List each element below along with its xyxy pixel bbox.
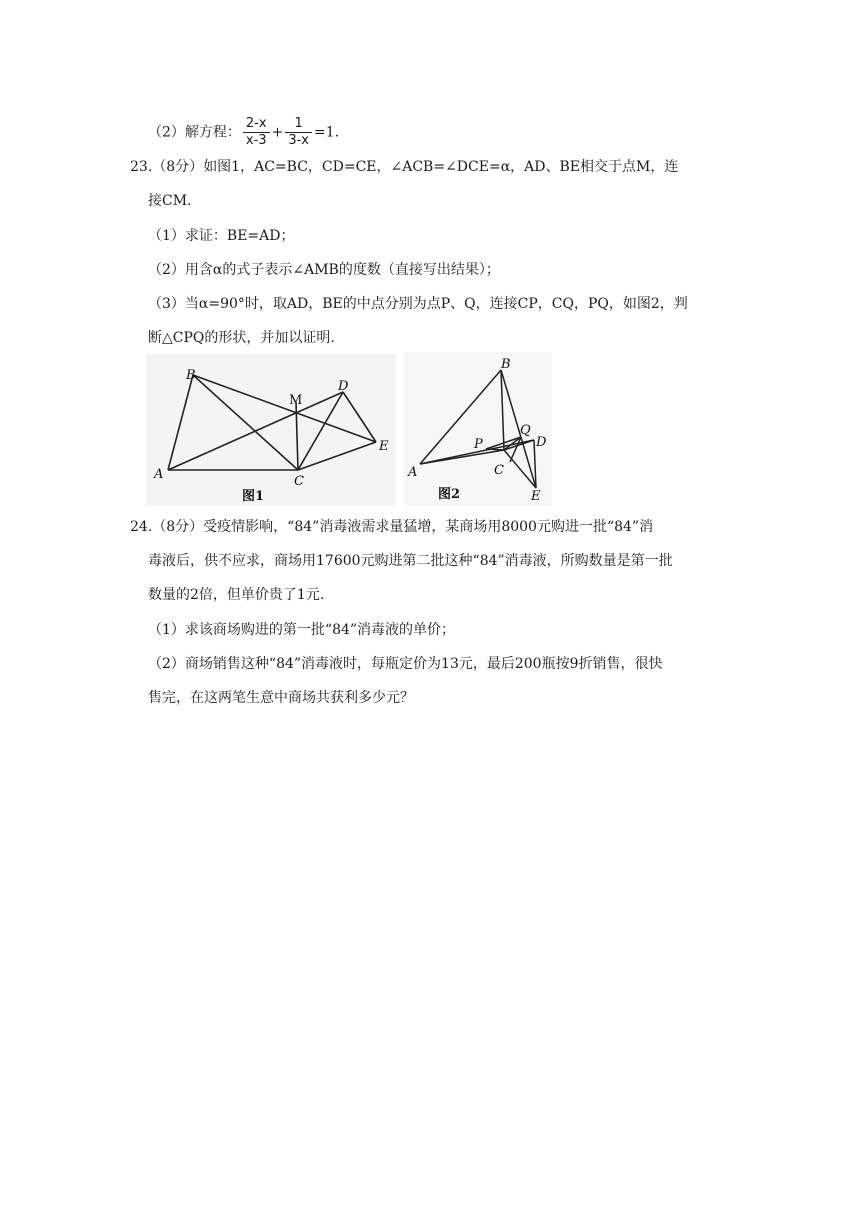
q24-stem-line1: 受疫情影响，“84”消毒液需求量猛增，某商场用8000元购进一批“84”消 [203,519,654,535]
label-e: E [531,489,541,504]
label-c: C [494,463,504,478]
fraction-2-numerator: 1 [294,116,303,131]
label-q: Q [520,423,531,438]
q24-part1: （1）求该商场购进的第一批“84”消毒液的单价； [148,622,456,638]
q24-line1 [130,518,653,536]
label-e: E [379,439,389,454]
q23-part1: （1）求证：BE=AD； [148,228,295,244]
q23-part2: （2）用含α的式子表示∠AMB的度数（直接写出结果）； [148,262,500,278]
q24-number: 24. [130,519,153,535]
fraction-1-numerator: 2-x [245,116,267,131]
label-d: D [536,435,547,450]
label-a: A [154,467,164,482]
label-b: B [501,357,511,372]
fraction-1 [243,116,270,149]
q23-score: （8分） [152,159,204,175]
label-b: B [186,368,196,383]
label-d: D [338,379,349,394]
fraction-1-denominator: x-3 [245,133,267,148]
q23-part3-line2: 断△CPQ的形状，并加以证明. [148,330,335,346]
q23-stem-line2: 接CM. [148,193,192,209]
q22-part2-suffix: =1. [313,124,340,141]
figure-1 [146,354,396,506]
q24-part2-line1: （2）商场销售这种“84”消毒液时，每瓶定价为13元，最后200瓶按9折销售，很快 [148,656,663,672]
q22-part2-prefix: （2）解方程： [148,124,241,141]
figure-2-caption: 图2 [438,487,461,502]
figure-2 [404,352,552,506]
label-p: P [474,437,483,452]
fraction-2 [285,116,312,149]
plus-sign: + [271,124,284,141]
fraction-2-denominator: 3-x [288,133,309,148]
q24-stem-line2: 毒液后，供不应求，商场用17600元购进第二批这种“84”消毒液，所购数量是第一批 [148,553,673,569]
q24-stem-line3: 数量的2倍，但单价贵了1元. [148,587,325,603]
q23-line1 [130,158,678,176]
q24-part2-line2: 售完，在这两笔生意中商场共获利多少元？ [148,690,414,706]
segment-cp [486,449,504,450]
q22-part2-equation [148,116,339,149]
label-c: C [294,474,304,489]
figure-1-caption: 图1 [242,489,265,504]
q23-stem-line1: 如图1，AC=BC，CD=CE，∠ACB=∠DCE=α，AD、BE相交于点M，连 [203,159,679,175]
q23-number: 23. [130,159,153,175]
label-m: M [289,393,303,408]
q23-part3-line1: （3）当α=90°时，取AD，BE的中点分别为点P、Q，连接CP，CQ，PQ，如图2，判 [148,296,688,312]
label-a: A [408,465,418,480]
q24-score: （8分） [152,519,204,535]
